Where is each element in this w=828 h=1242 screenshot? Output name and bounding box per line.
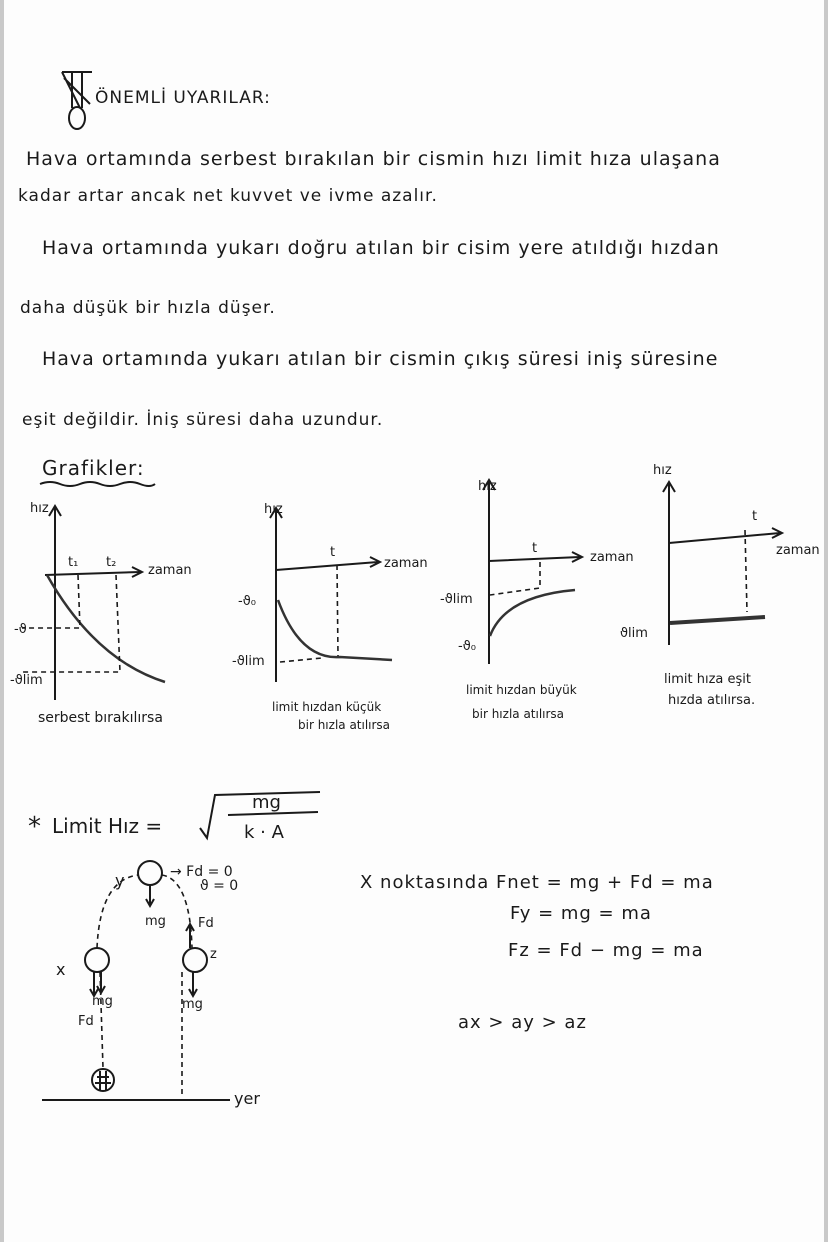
graphs-1-xlabel: zaman [384,556,428,571]
graphs-heading: Grafikler: [42,456,145,480]
formula-denominator: k · A [244,822,284,843]
diagram-v0: ϑ = 0 [200,878,239,894]
diagram-fd0: → Fd = 0 [170,864,233,880]
graphs-0-caption1: serbest bırakılırsa [38,710,163,726]
graphs-2-xlabel: zaman [590,550,634,565]
graphs-3-vlim: ϑlim [620,626,648,641]
graphs-0-v: -ϑ [14,622,27,637]
equation-x: X noktasında Fnet = mg + Fd = ma [360,872,714,893]
diagram-mg: mg [182,997,203,1012]
note-3-line-1: Hava ortamında yukarı atılan bir cismin çıkış süresi iniş süresine [42,348,719,370]
note-2-line-2: daha düşük bir hızla düşer. [20,298,276,318]
graphs-2-caption1: limit hızdan büyük [466,683,577,697]
graphs-3-t: t [752,509,758,524]
diagram-fd: Fd [78,1014,94,1029]
graphs-2-v0: -ϑ₀ [458,639,476,654]
graph-faster-than-limit [440,479,634,721]
diagram-ground: yer [234,1089,260,1108]
diagram-x: x [56,960,66,979]
graph-free-fall [10,501,192,726]
formula-numerator: mg [252,792,281,813]
diagram-mg: mg [145,914,166,929]
graphs-2-caption2: bir hızla atılırsa [472,707,565,721]
note-1-line-1: Hava ortamında serbest bırakılan bir cismin hızı limit hıza ulaşana [26,148,721,170]
graphs-1-caption2: bir hızla atılırsa [298,718,391,732]
graphs-3-caption2: hızda atılırsa. [668,693,756,708]
graphs-0-t2: t₂ [106,555,117,570]
graphs-0-t1: t₁ [68,555,79,570]
equation-y: Fy = mg = ma [510,903,652,924]
formula-star: * [28,812,41,842]
graphs-2-vlim: -ϑlim [440,592,473,607]
page-title: ÖNEMLİ UYARILAR: [95,88,271,108]
note-3-line-2: eşit değildir. İniş süresi daha uzundur. [22,410,384,430]
formula-lhs: Limit Hız = [52,814,163,838]
graphs-0-vlim: -ϑlim [10,673,43,688]
note-1-line-2: kadar artar ancak net kuvvet ve ivme azalır. [18,186,438,206]
graphs-1-v0: -ϑ₀ [238,594,256,609]
graphs-1-caption1: limit hızdan küçük [272,700,382,714]
graphs-3-xlabel: zaman [776,543,820,558]
graphs-3-ylabel: hız [653,463,672,478]
graph-slower-than-limit [232,502,428,732]
diagram-fd: Fd [198,916,214,931]
graphs-3-caption1: limit hıza eşit [664,672,751,687]
graphs-0-xlabel: zaman [148,563,192,578]
equation-z: Fz = Fd − mg = ma [508,940,704,961]
graphs-2-ylabel: hız [478,479,497,494]
limit-speed-formula [28,792,320,843]
motion-diagram [42,861,260,1108]
diagram-y: y [115,871,125,890]
graphs-1-vlim: -ϑlim [232,654,265,669]
graphs-0-ylabel: hız [30,501,49,516]
graphs-1-ylabel: hız [264,502,283,517]
diagram-z: z [210,947,217,962]
acceleration-comparison: ax > ay > az [458,1012,587,1033]
graphs-1-t: t [330,545,336,560]
heading-underline [40,482,155,486]
note-2-line-1: Hava ortamında yukarı doğru atılan bir cisim yere atıldığı hızdan [42,237,720,259]
lightbulb-icon [62,72,92,129]
diagram-mg: mg [92,994,113,1009]
graph-equal-to-limit [620,463,820,708]
graphs-2-t: t [532,541,538,556]
